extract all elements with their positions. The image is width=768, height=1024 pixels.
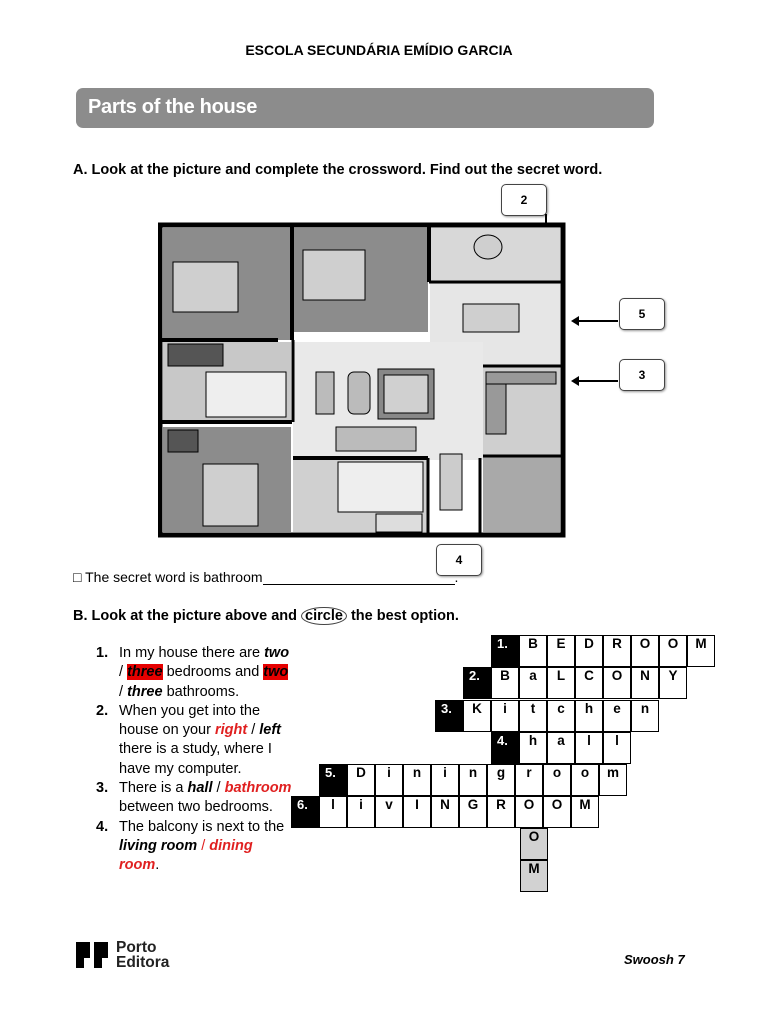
crossword-cell[interactable]: l bbox=[603, 732, 631, 764]
crossword-cell[interactable]: e bbox=[603, 700, 631, 732]
crossword-number: 5. bbox=[319, 764, 347, 796]
crossword-cell[interactable]: N bbox=[631, 667, 659, 699]
answer-line bbox=[263, 572, 455, 585]
secret-word-line: □ The secret word is bathroom . bbox=[73, 569, 459, 585]
crossword-cell[interactable]: E bbox=[547, 635, 575, 667]
crossword-cell[interactable]: N bbox=[431, 796, 459, 828]
crossword-cell[interactable]: m bbox=[599, 764, 627, 796]
list-item: 4. The balcony is next to the living room / dining room. bbox=[96, 818, 285, 874]
list-item: 1. In my house there are two / three bedrooms and two / three bathrooms. bbox=[96, 645, 290, 700]
secret-prefix: The secret word is bbox=[85, 569, 200, 585]
crossword-cell[interactable]: l bbox=[575, 732, 603, 764]
crossword-cell[interactable]: O bbox=[659, 635, 687, 667]
crossword-cell[interactable]: M bbox=[571, 796, 599, 828]
title-banner bbox=[76, 88, 654, 128]
crossword-cell[interactable]: i bbox=[491, 700, 519, 732]
crossword-cell[interactable]: L bbox=[547, 667, 575, 699]
crossword-cell[interactable]: h bbox=[519, 732, 547, 764]
porto-editora-logo bbox=[74, 940, 114, 970]
crossword-cell[interactable]: D bbox=[347, 764, 375, 796]
options-list bbox=[96, 644, 296, 876]
crossword-cell[interactable]: n bbox=[459, 764, 487, 796]
crossword-cell[interactable]: B bbox=[491, 667, 519, 699]
crossword-cell[interactable]: i bbox=[347, 796, 375, 828]
crossword-cell[interactable]: D bbox=[575, 635, 603, 667]
crossword-cell[interactable]: o bbox=[543, 764, 571, 796]
crossword-cell[interactable]: l bbox=[319, 796, 347, 828]
crossword-cell[interactable]: Y bbox=[659, 667, 687, 699]
crossword-cell[interactable]: h bbox=[575, 700, 603, 732]
logo-text: Porto Editora bbox=[116, 939, 170, 971]
crossword-cell[interactable]: K bbox=[463, 700, 491, 732]
crossword-number: 1. bbox=[491, 635, 519, 667]
crossword-number: 6. bbox=[291, 796, 319, 828]
crossword-cell[interactable]: i bbox=[431, 764, 459, 796]
crossword-cell[interactable]: c bbox=[547, 700, 575, 732]
section-b-instruction: B. Look at the picture above and circle the best option. bbox=[73, 608, 459, 624]
crossword-cell[interactable]: r bbox=[515, 764, 543, 796]
crossword-cell[interactable]: B bbox=[519, 635, 547, 667]
list-item: 2. When you get into the house on your right / left there is a study, where I have my computer. bbox=[96, 702, 281, 777]
crossword-cell[interactable]: a bbox=[519, 667, 547, 699]
crossword-cell[interactable]: n bbox=[403, 764, 431, 796]
circled-answer: two bbox=[263, 664, 289, 681]
crossword-cell[interactable]: i bbox=[375, 764, 403, 796]
crossword-cell[interactable]: O bbox=[515, 796, 543, 828]
crossword-number: 3. bbox=[435, 700, 463, 732]
callout-5: 5 bbox=[619, 298, 665, 330]
crossword-cell[interactable]: M bbox=[520, 860, 548, 892]
callout-3: 3 bbox=[619, 359, 665, 391]
school-name: ESCOLA SECUNDÁRIA EMÍDIO GARCIA bbox=[245, 42, 513, 58]
crossword-cell[interactable]: v bbox=[375, 796, 403, 828]
crossword-cell[interactable]: t bbox=[519, 700, 547, 732]
crossword-cell[interactable]: C bbox=[575, 667, 603, 699]
callout-2: 2 bbox=[501, 184, 547, 216]
crossword-cell[interactable]: M bbox=[687, 635, 715, 667]
crossword-cell[interactable]: g bbox=[487, 764, 515, 796]
crossword-cell[interactable]: O bbox=[603, 667, 631, 699]
floor-plan-image bbox=[158, 222, 566, 538]
arrow-3 bbox=[578, 380, 618, 382]
crossword-cell[interactable]: G bbox=[459, 796, 487, 828]
circled-word: circle bbox=[301, 607, 347, 625]
section-a-instruction: A. Look at the picture and complete the crossword. Find out the secret word. bbox=[73, 162, 603, 178]
crossword-cell[interactable]: O bbox=[543, 796, 571, 828]
crossword-cell[interactable]: a bbox=[547, 732, 575, 764]
secret-answer: bathroom bbox=[203, 569, 263, 585]
crossword-cell[interactable]: n bbox=[631, 700, 659, 732]
crossword-cell[interactable]: R bbox=[603, 635, 631, 667]
footer-right: Swoosh 7 bbox=[624, 952, 685, 967]
circled-answer: three bbox=[127, 664, 163, 681]
arrow-2 bbox=[545, 214, 547, 224]
crossword-cell[interactable]: o bbox=[571, 764, 599, 796]
callout-4: 4 bbox=[436, 544, 482, 576]
page-title: Parts of the house bbox=[88, 96, 258, 118]
crossword-number: 2. bbox=[463, 667, 491, 699]
crossword-cell[interactable]: R bbox=[487, 796, 515, 828]
crossword-cell[interactable]: I bbox=[403, 796, 431, 828]
crossword-cell[interactable]: O bbox=[520, 828, 548, 860]
crossword-number: 4. bbox=[491, 732, 519, 764]
secret-icon: □ bbox=[73, 569, 82, 585]
list-item: 3. There is a hall / bathroom between two bedrooms. bbox=[96, 780, 292, 816]
arrow-5 bbox=[578, 320, 618, 322]
crossword-cell[interactable]: O bbox=[631, 635, 659, 667]
